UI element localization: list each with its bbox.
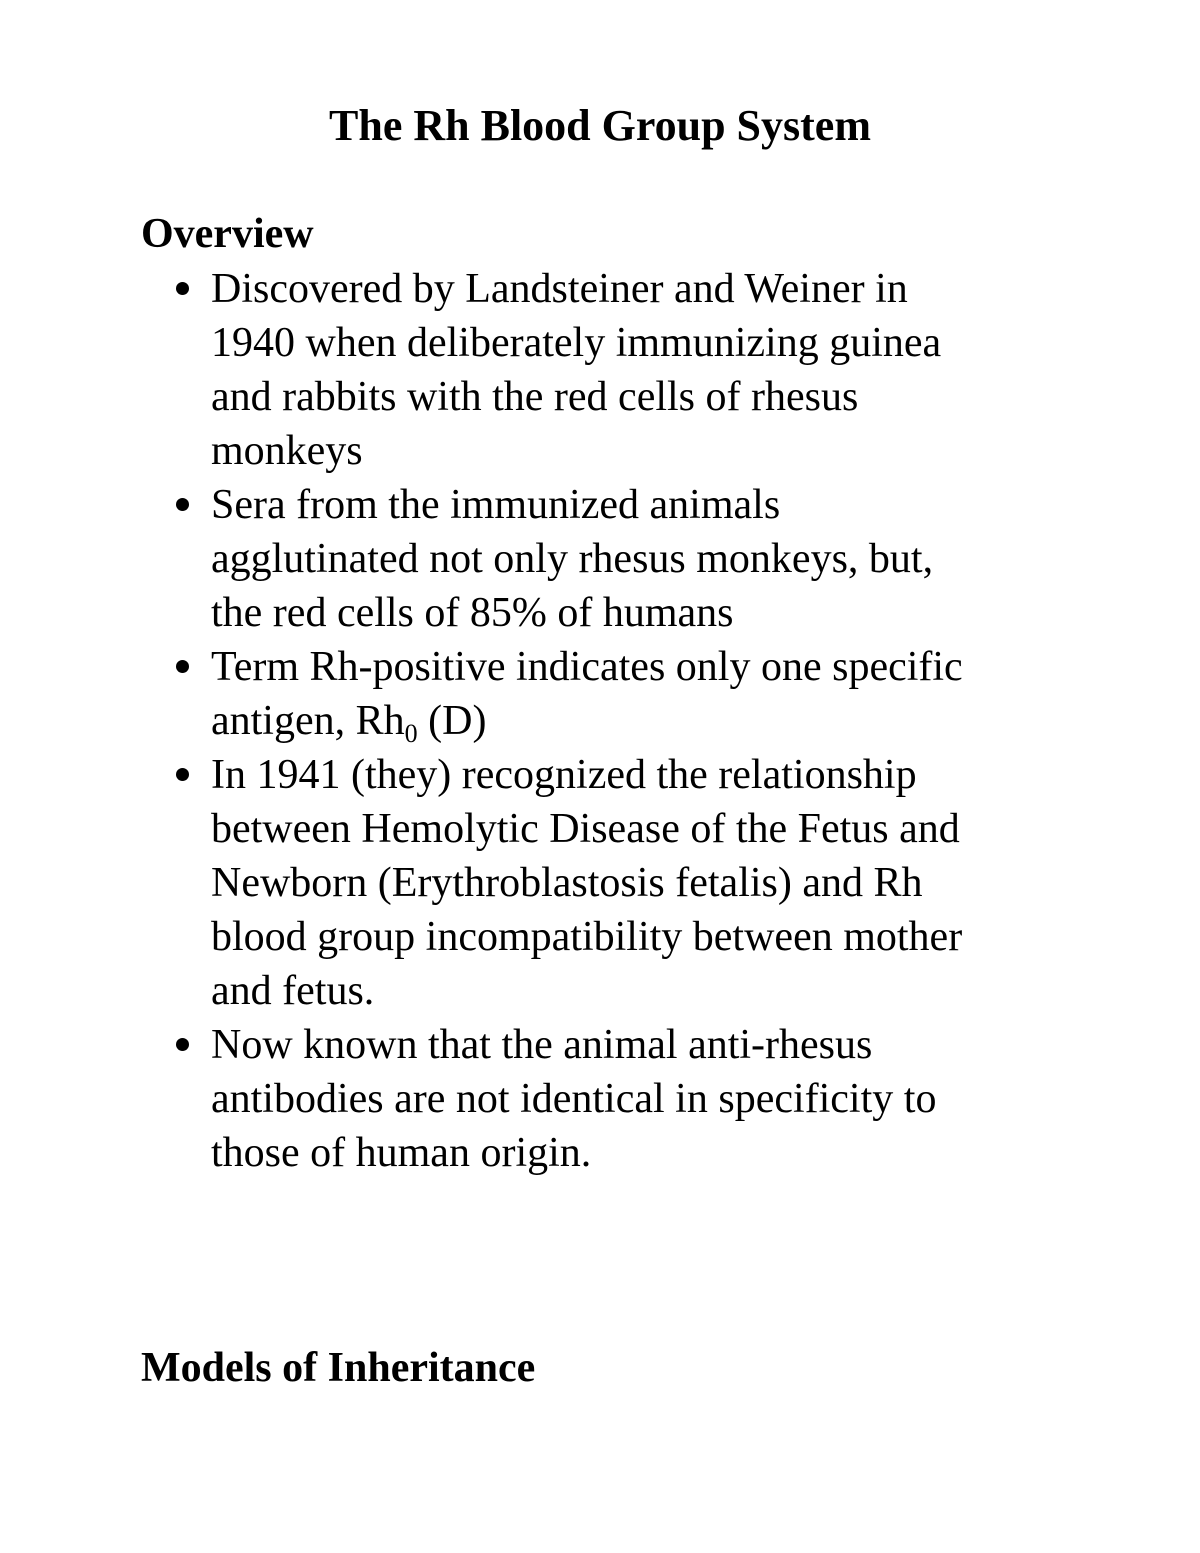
- bullet-line: Now known that the animal anti-rhesus: [211, 1022, 873, 1068]
- bullet-line: monkeys: [211, 428, 363, 474]
- overview-bullet-list: [172, 262, 1072, 1180]
- list-item: [172, 640, 1072, 748]
- bullet-text: [211, 640, 1072, 748]
- bullet-line: and fetus.: [211, 968, 375, 1014]
- bullet-line: those of human origin.: [211, 1130, 592, 1176]
- list-item: [172, 748, 1072, 1018]
- bullet-line: and rabbits with the red cells of rhesus: [211, 374, 859, 420]
- section-heading-overview: Overview: [141, 211, 314, 257]
- section-heading-models-of-inheritance: Models of Inheritance: [141, 1345, 536, 1391]
- bullet-icon: [176, 660, 189, 673]
- bullet-icon: [176, 768, 189, 781]
- bullet-text: [211, 1018, 1072, 1180]
- bullet-line-text: antigen, Rh: [211, 698, 405, 744]
- bullet-line: Term Rh-positive indicates only one specific: [211, 644, 963, 690]
- bullet-text: [211, 748, 1072, 1018]
- page-title: The Rh Blood Group System: [329, 101, 871, 150]
- list-item: [172, 1018, 1072, 1180]
- bullet-line: [211, 694, 1072, 748]
- bullet-icon: [176, 1038, 189, 1051]
- bullet-line: agglutinated not only rhesus monkeys, but,: [211, 536, 934, 582]
- bullet-line: the red cells of 85% of humans: [211, 590, 734, 636]
- bullet-text: [211, 478, 1072, 640]
- bullet-line: In 1941 (they) recognized the relationship: [211, 752, 917, 798]
- subscript-text: 0: [404, 719, 418, 748]
- bullet-line-text: (D): [417, 698, 487, 744]
- bullet-icon: [176, 282, 189, 295]
- bullet-line: Discovered by Landsteiner and Weiner in: [211, 266, 908, 312]
- bullet-line: antibodies are not identical in specificity to: [211, 1076, 937, 1122]
- bullet-line: Sera from the immunized animals: [211, 482, 781, 528]
- bullet-icon: [176, 498, 189, 511]
- bullet-line: Newborn (Erythroblastosis fetalis) and Rh: [211, 860, 923, 906]
- bullet-line: 1940 when deliberately immunizing guinea: [211, 320, 942, 366]
- bullet-text: [211, 262, 1072, 478]
- list-item: [172, 262, 1072, 478]
- list-item: [172, 478, 1072, 640]
- bullet-line: between Hemolytic Disease of the Fetus and: [211, 806, 960, 852]
- bullet-line: blood group incompatibility between mother: [211, 914, 963, 960]
